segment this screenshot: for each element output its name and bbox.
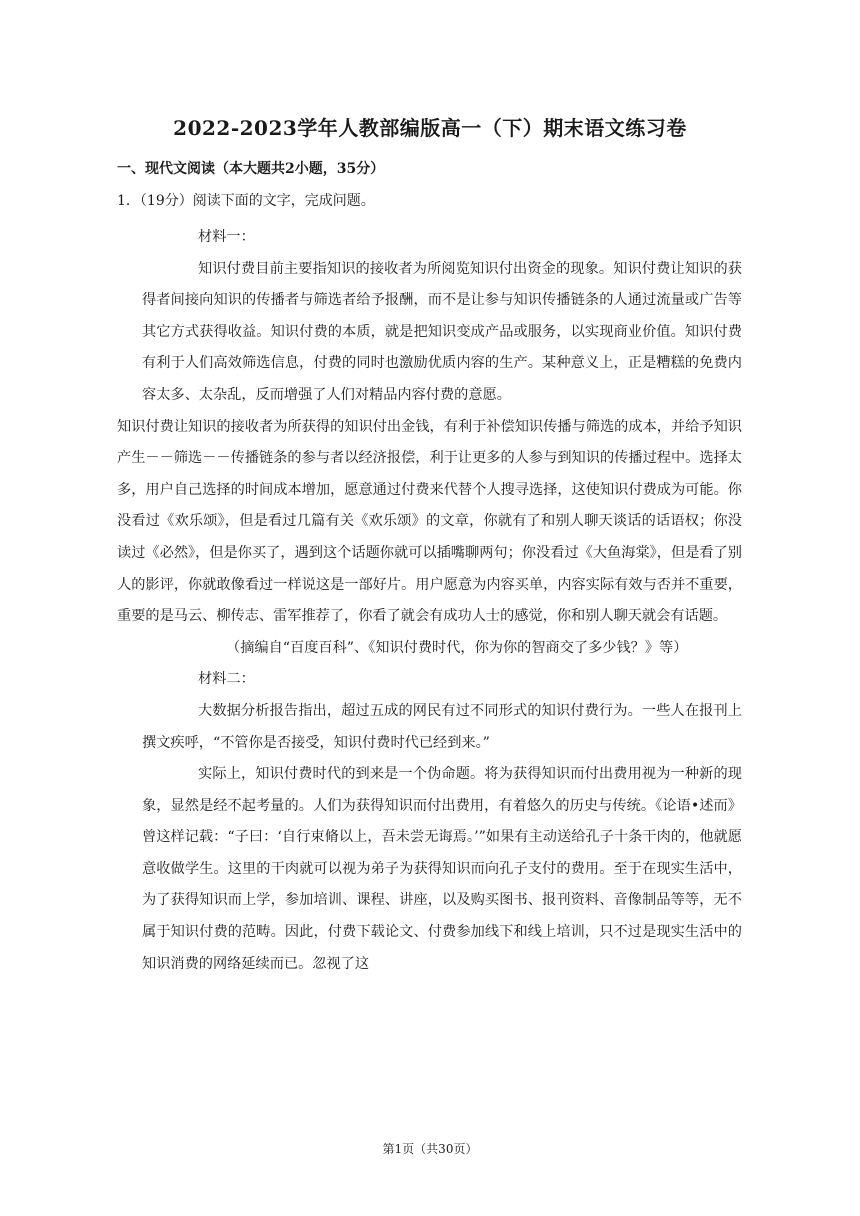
section-heading: 一、现代文阅读（本大题共2小题，35分） bbox=[117, 161, 385, 177]
material2-paragraph-1: 大数据分析报告指出，超过五成的网民有过不同形式的知识付费行为。一些人在报刊上撰文疾呼，“不管你是否接受，知识付费时代已经到来。” bbox=[142, 702, 742, 751]
material2-paragraph-2: 实际上，知识付费时代的到来是一个伪命题。将为获得知识而付出费用视为一种新的现象，显然是经不起考量的。人们为获得知识而付出费用，有着悠久的历史与传统。《论语•述而》曾这样记载：“子曰：‘自行束脩以上，吾未尝无诲焉。’”如果有主动送给孔子十条干肉的，他就愿意收做学生。这里的干肉就可以视为弟子为获得知识而向孔子支付的费用。至于在现实生活中，为了获得知识而上学，参加培训、课程、讲座，以及购买图书、报刊资料、音像制品等等，无不属于知识付费的范畴。因此，付费下载论文、付费参加线下和线上培训，只不过是现实生活中的知识消费的网络延续而已。忽视了这 bbox=[142, 766, 742, 972]
question-line: 1．（19分）阅读下面的文字，完成问题。 bbox=[117, 193, 375, 209]
material1-paragraph-1: 知识付费目前主要指知识的接收者为所阅览知识付出资金的现象。知识付费让知识的获得者间接向知识的传播者与筛选者给予报酬，而不是让参与知识传播链条的人通过流量或广告等其它方式获得收益。知识付费的本质，就是把知识变成产品或服务，以实现商业价值。知识付费有利于人们高效筛选信息，付费的同时也激励优质内容的生产。某种意义上，正是糟糕的免费内容太多、太杂乱，反而增强了人们对精品内容付费的意愿。 bbox=[142, 260, 742, 403]
material1-paragraph-2: 知识付费让知识的接收者为所获得的知识付出金钱，有利于补偿知识传播与筛选的成本，并给予知识产生－－筛选－－传播链条的参与者以经济报偿，利于让更多的人参与到知识的传播过程中。选择太多，用户自己选择的时间成本增加，愿意通过付费来代替个人搜寻选择，这使知识付费成为可能。你没看过《欢乐颂》，但是看过几篇有关《欢乐颂》的文章，你就有了和别人聊天谈话的话语权；你没读过《必然》，但是你买了，遇到这个话题你就可以插嘴聊两句；你没看过《大鱼海棠》，但是看了别人的影评，你就敢像看过一样说这是一部好片。用户愿意为内容买单，内容实际有效与否并不重要，重要的是马云、柳传志、雷军推荐了，你看了就会有成功人士的感觉，你和别人聊天就会有话题。 bbox=[117, 418, 742, 625]
material1-label: 材料一： bbox=[198, 229, 255, 245]
page-footer: 第1页（共30页） bbox=[382, 1142, 478, 1156]
page-title: 2022-2023学年人教部编版高一（下）期末语文练习卷 bbox=[173, 116, 687, 140]
material1-source: （摘编自“百度百科”、《知识付费时代，你为你的智商交了多少钱？》等） bbox=[226, 639, 688, 656]
material2-label: 材料二： bbox=[198, 671, 255, 688]
reading-passage bbox=[117, 222, 742, 980]
